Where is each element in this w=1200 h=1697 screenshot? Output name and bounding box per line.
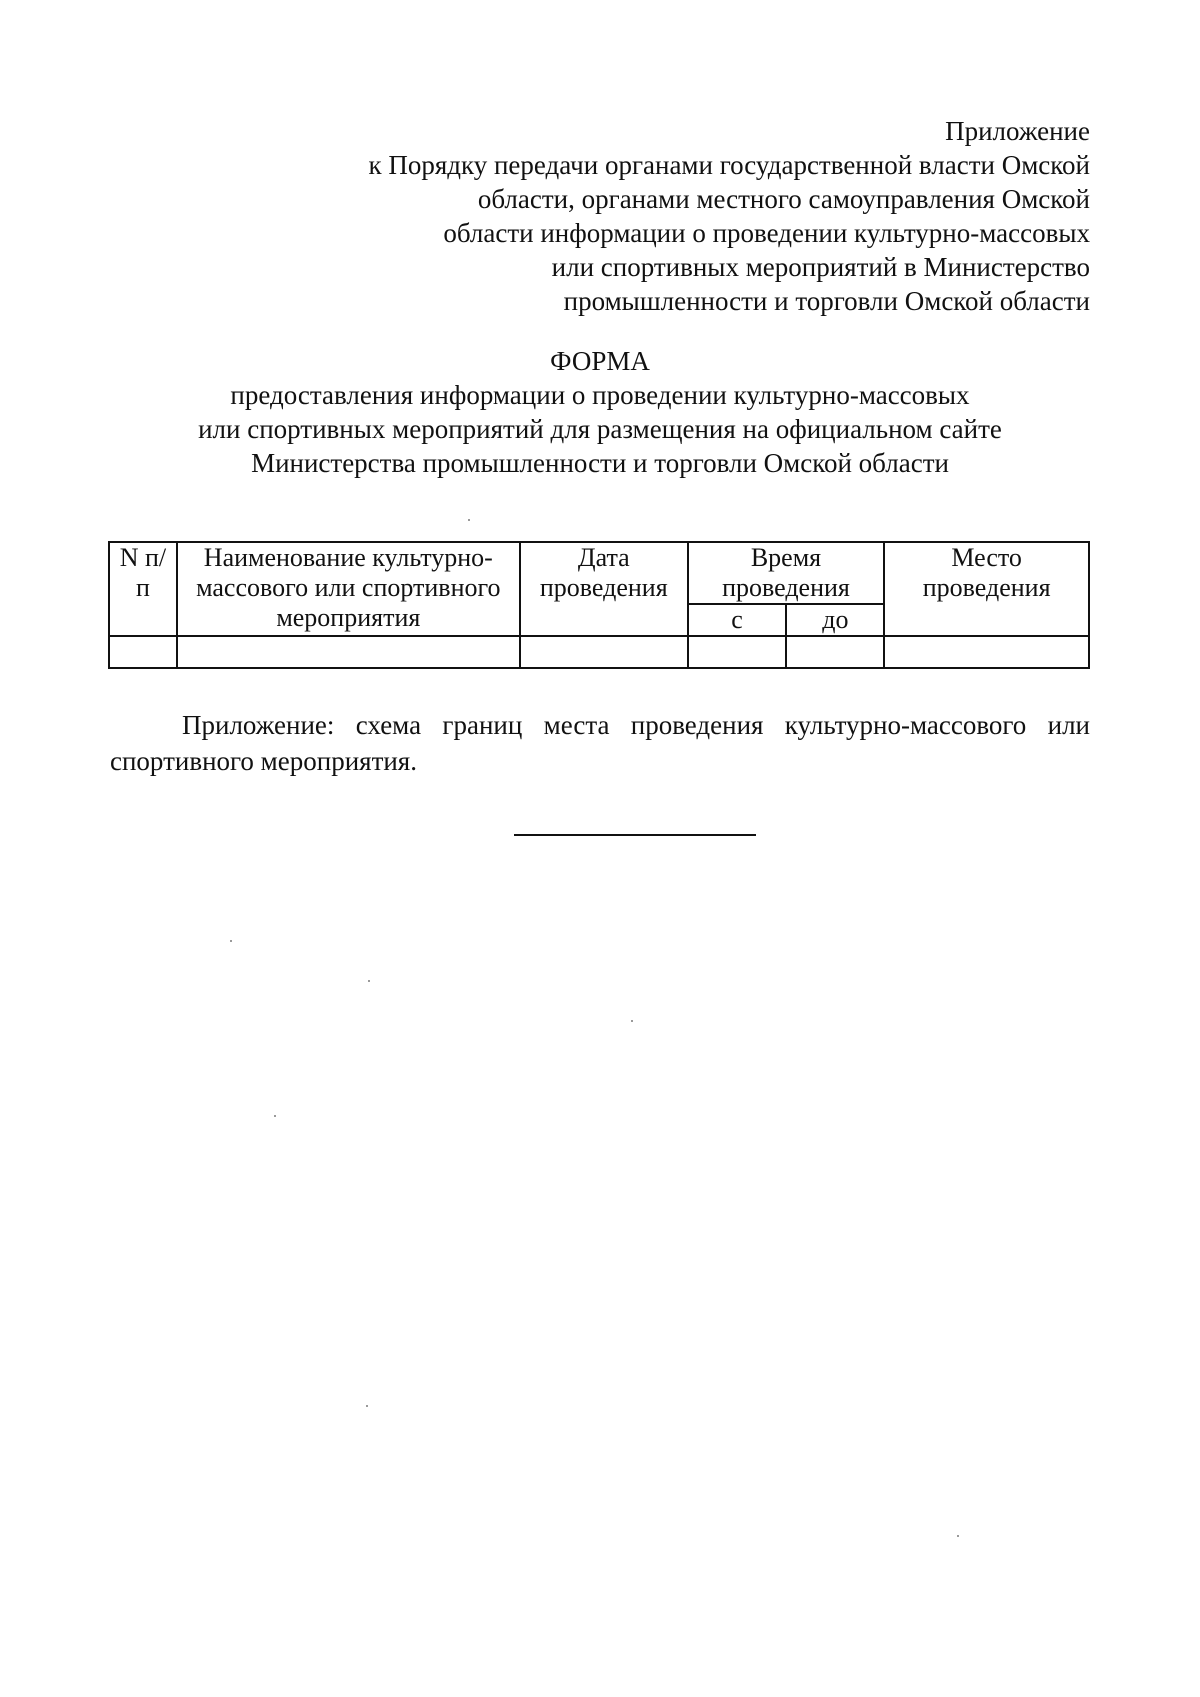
- end-rule: [514, 834, 756, 836]
- scan-speck: [368, 980, 370, 982]
- form-title-block: [110, 344, 1090, 480]
- appendix-header: [290, 114, 1090, 318]
- table-header-row: [109, 542, 1089, 604]
- header-place: Место проведения: [884, 542, 1089, 636]
- appendix-header-line: к Порядку передачи органами государственной власти Омской: [368, 150, 1090, 180]
- header-event-name: Наименование культурно-массового или спортивного мероприятия: [177, 542, 520, 636]
- form-title: ФОРМА: [550, 346, 650, 376]
- form-subtitle-line: предоставления информации о проведении культурно-массовых: [230, 380, 970, 410]
- appendix-note: [110, 707, 1090, 779]
- appendix-note-line: спортивного мероприятия.: [110, 746, 417, 776]
- appendix-header-line: промышленности и торговли Омской области: [563, 286, 1090, 316]
- scan-speck: [468, 519, 470, 521]
- table-cell[interactable]: [177, 636, 520, 668]
- table-cell[interactable]: [520, 636, 688, 668]
- scan-speck: [230, 940, 232, 942]
- table-row: [109, 636, 1089, 668]
- form-subtitle-line: Министерства промышленности и торговли Омской области: [251, 448, 949, 478]
- scan-speck: [274, 1115, 276, 1117]
- appendix-note-line: Приложение: схема границ места проведения культурно-массового или: [182, 710, 1090, 740]
- header-number: N п/п: [109, 542, 177, 636]
- table-cell[interactable]: [786, 636, 884, 668]
- header-date: Дата проведения: [520, 542, 688, 636]
- scan-speck: [631, 1020, 633, 1022]
- table-cell[interactable]: [884, 636, 1089, 668]
- scan-speck: [366, 1405, 368, 1407]
- header-time-to: до: [786, 604, 884, 636]
- appendix-header-line: области, органами местного самоуправления Омской: [477, 184, 1090, 214]
- appendix-header-line: Приложение: [945, 116, 1090, 146]
- header-time: Время проведения: [688, 542, 885, 604]
- appendix-header-line: или спортивных мероприятий в Министерство: [551, 252, 1090, 282]
- table-cell[interactable]: [109, 636, 177, 668]
- table-cell[interactable]: [688, 636, 787, 668]
- scan-speck: [957, 1535, 959, 1537]
- appendix-header-line: области информации о проведении культурно-массовых: [443, 218, 1090, 248]
- header-time-from: с: [688, 604, 787, 636]
- form-subtitle-line: или спортивных мероприятий для размещения на официальном сайте: [198, 414, 1002, 444]
- event-info-table: [108, 541, 1090, 669]
